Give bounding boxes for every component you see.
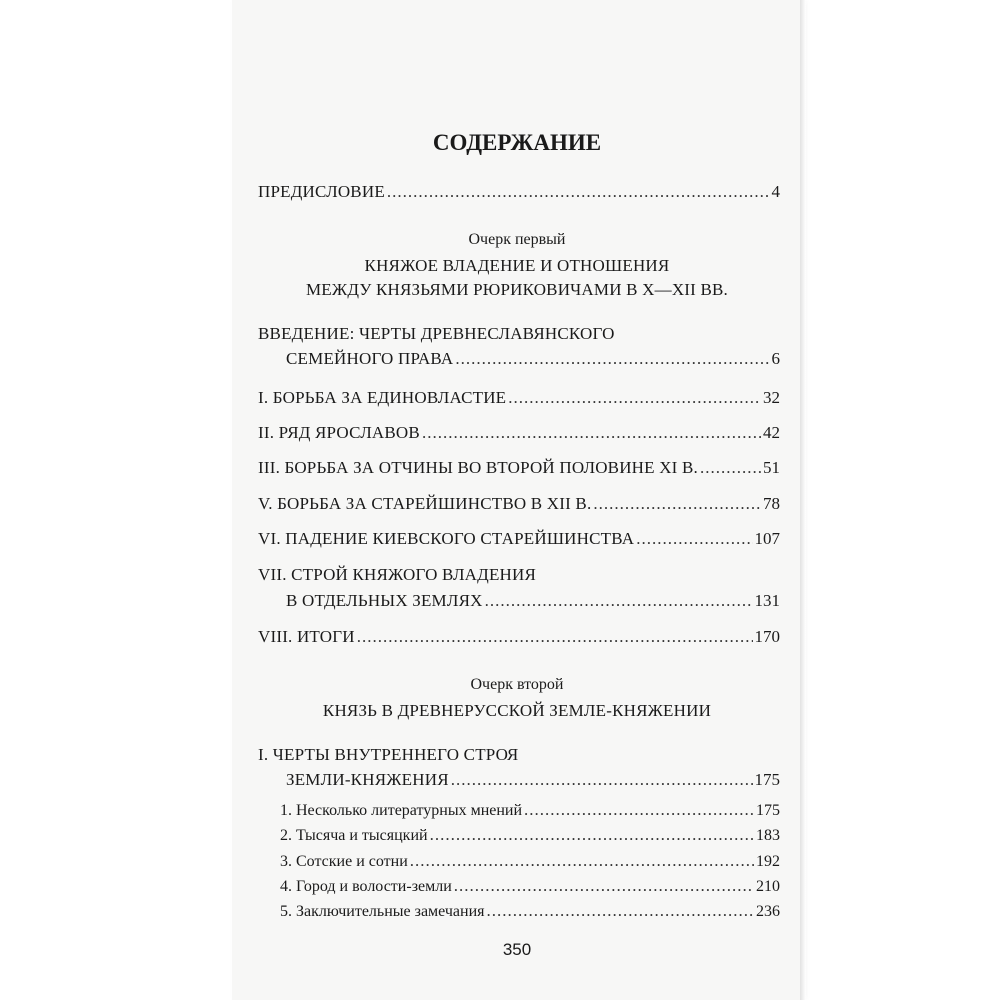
toc-entry-label: 3. Сотские и сотни	[280, 853, 408, 870]
toc-entry-ch3	[258, 458, 780, 478]
toc-subentry-5	[258, 901, 780, 921]
leader-dots	[451, 770, 753, 790]
toc-entry-label: V. БОРЬБА ЗА СТАРЕЙШИНСТВО В XII В.	[258, 494, 592, 513]
toc-entry-page: 107	[754, 529, 780, 548]
leader-dots	[508, 388, 761, 408]
essay1-title-line2: МЕЖДУ КНЯЗЬЯМИ РЮРИКОВИЧАМИ В X—XII ВВ.	[305, 280, 728, 299]
toc-entry-label: 4. Город и волости-земли	[280, 878, 452, 895]
toc-entry-page: 175	[756, 802, 780, 819]
toc-entry-preface	[258, 182, 780, 202]
toc-subentry-4	[258, 876, 780, 896]
leader-dots	[700, 458, 761, 478]
toc-entry-page: 42	[763, 423, 780, 442]
toc-entry-label: ПРЕДИСЛОВИЕ	[258, 182, 385, 201]
toc-entry-e2-ch1	[258, 770, 780, 790]
toc-entry-label: ЗЕМЛИ-КНЯЖЕНИЯ	[286, 770, 449, 789]
toc-entry-ch7-line1: VII. СТРОЙ КНЯЖОГО ВЛАДЕНИЯ	[258, 565, 537, 584]
toc-entry-page: 4	[771, 182, 780, 201]
toc-entry-intro	[258, 349, 780, 369]
toc-entry-label: В ОТДЕЛЬНЫХ ЗЕМЛЯХ	[286, 591, 483, 610]
toc-entry-label: III. БОРЬБА ЗА ОТЧИНЫ ВО ВТОРОЙ ПОЛОВИНЕ XI В.	[258, 458, 698, 477]
toc-entry-ch8	[258, 627, 780, 647]
toc-entry-page: 236	[756, 903, 780, 920]
leader-dots	[593, 494, 761, 514]
toc-entry-page: 131	[754, 591, 780, 610]
toc-subentry-1	[258, 800, 780, 820]
leader-dots	[430, 825, 754, 845]
leader-dots	[422, 423, 761, 443]
toc-entry-label: 1. Несколько литературных мнений	[280, 802, 523, 819]
toc-subentry-3	[258, 851, 780, 871]
leader-dots	[455, 349, 769, 369]
toc-entry-e2-ch1-line1: I. ЧЕРТЫ ВНУТРЕННЕГО СТРОЯ	[258, 745, 519, 764]
essay2-heading: Очерк второй	[470, 676, 564, 693]
toc-entry-label: I. БОРЬБА ЗА ЕДИНОВЛАСТИЕ	[258, 388, 507, 407]
leader-dots	[485, 591, 753, 611]
toc-entry-page: 6	[771, 349, 780, 368]
toc-entry-page: 32	[763, 388, 780, 407]
leader-dots	[636, 529, 752, 549]
essay1-title-line1: КНЯЖОЕ ВЛАДЕНИЕ И ОТНОШЕНИЯ	[364, 256, 670, 275]
leader-dots	[454, 876, 754, 896]
toc-entry-page: 183	[756, 827, 780, 844]
toc-entry-ch1	[258, 388, 780, 408]
leader-dots	[387, 182, 770, 202]
toc-entry-ch7	[258, 591, 780, 611]
toc-entry-ch5	[258, 494, 780, 514]
toc-entry-page: 78	[763, 494, 780, 513]
page-number: 350	[502, 940, 532, 959]
toc-entry-ch2	[258, 423, 780, 443]
toc-entry-label: II. РЯД ЯРОСЛАВОВ	[258, 423, 420, 442]
toc-subentry-2	[258, 825, 780, 845]
toc-entry-page: 175	[754, 770, 780, 789]
leader-dots	[524, 800, 754, 820]
leader-dots	[487, 901, 755, 921]
toc-entry-page: 51	[763, 458, 780, 477]
toc-entry-label: VI. ПАДЕНИЕ КИЕВСКОГО СТАРЕЙШИНСТВА	[258, 529, 635, 548]
essay2-title: КНЯЗЬ В ДРЕВНЕРУССКОЙ ЗЕМЛЕ-КНЯЖЕНИИ	[322, 701, 712, 720]
essay1-heading: Очерк первый	[468, 231, 566, 248]
toc-entry-page: 192	[756, 853, 780, 870]
toc-entry-ch6	[258, 529, 780, 549]
toc-entry-label: СЕМЕЙНОГО ПРАВА	[286, 349, 454, 368]
toc-title: СОДЕРЖАНИЕ	[432, 130, 602, 155]
toc-entry-intro-line1: ВВЕДЕНИЕ: ЧЕРТЫ ДРЕВНЕСЛАВЯНСКОГО	[258, 324, 615, 343]
leader-dots	[357, 627, 753, 647]
toc-entry-label: 5. Заключительные замечания	[280, 903, 485, 920]
toc-entry-label: VIII. ИТОГИ	[258, 627, 355, 646]
toc-entry-label: 2. Тысяча и тысяцкий	[280, 827, 428, 844]
leader-dots	[410, 851, 754, 871]
toc-entry-page: 170	[754, 627, 780, 646]
toc-entry-page: 210	[756, 878, 780, 895]
